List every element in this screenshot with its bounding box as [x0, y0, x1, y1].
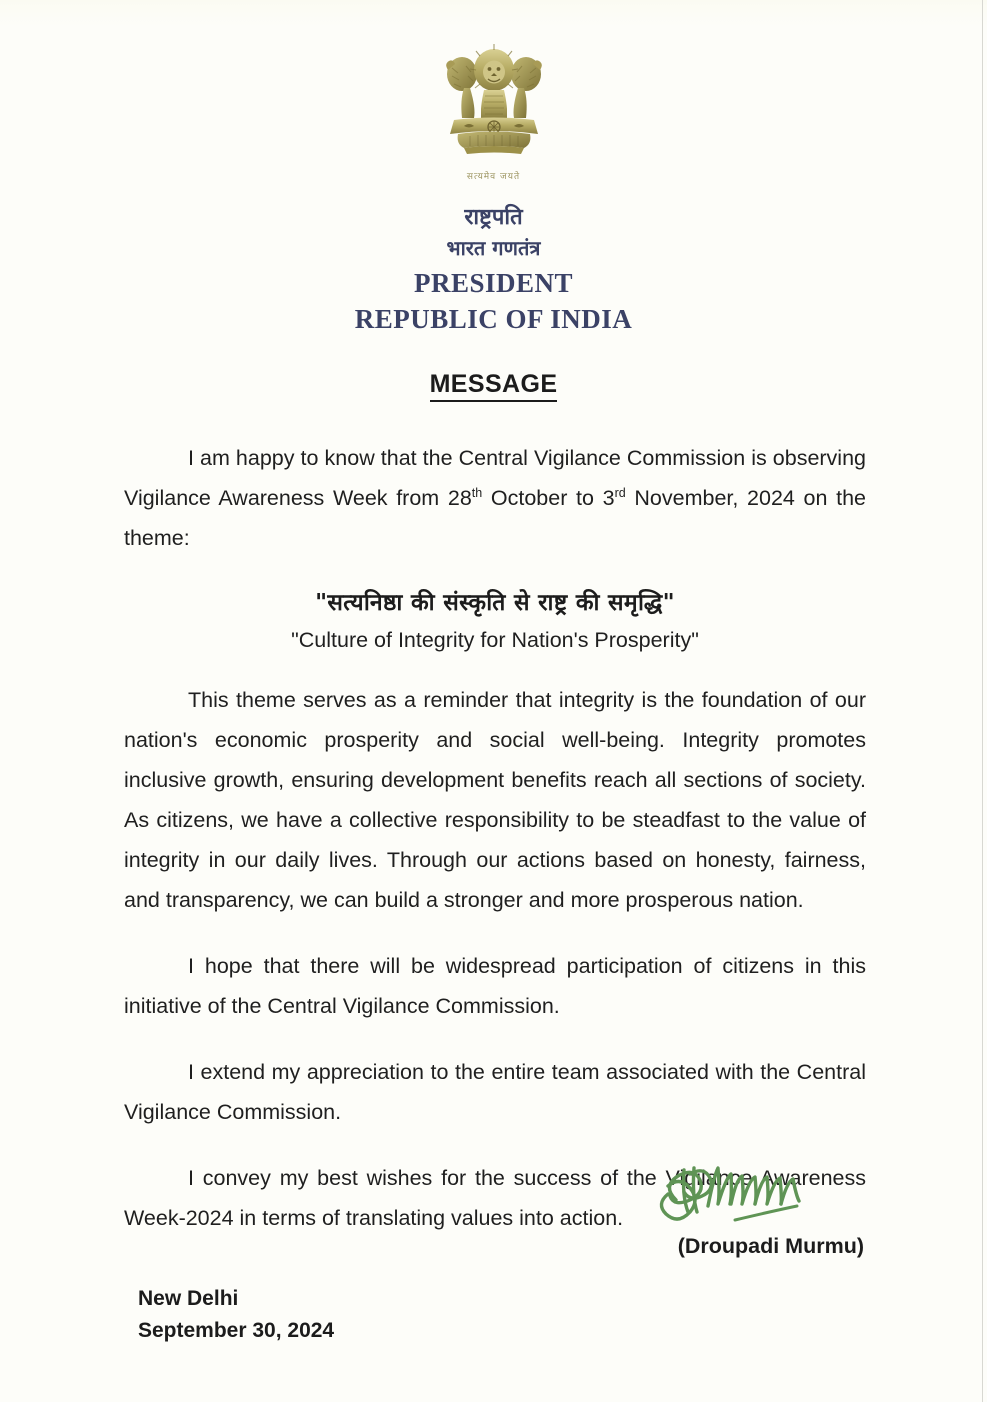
paragraph-1 — [124, 438, 866, 558]
signatory-name: (Droupadi Murmu) — [677, 1234, 864, 1258]
paragraph-3: I hope that there will be widespread participation of citizens in this initiative of the Central Vigilance Commission. — [124, 954, 866, 1018]
theme-english: "Culture of Integrity for Nation's Prosperity" — [291, 628, 699, 652]
signature-block — [124, 1160, 866, 1259]
scan-tint-top — [0, 0, 987, 26]
letterhead-english-line-1: PRESIDENT — [413, 268, 574, 298]
paragraph-1-part-b: October to 3 — [482, 486, 615, 510]
theme-block — [124, 584, 866, 658]
emblem-block — [0, 40, 987, 182]
paragraph-5: I convey my best wishes for the success of the Vigilance Awareness Week-2024 in terms of translating values into action. — [124, 1166, 866, 1230]
letterhead-english-line-2: REPUBLIC OF INDIA — [354, 304, 633, 334]
message-body — [124, 438, 866, 1238]
paragraph-1-part-c: November, 2024 on the theme: — [124, 486, 866, 550]
paragraph-1-ordinal-1: th — [471, 485, 483, 500]
letterhead-hindi-line-2: भारत गणतंत्र — [446, 236, 541, 260]
letterhead-hindi-line-1: राष्ट्रपति — [464, 205, 523, 230]
footer-place: New Delhi — [138, 1287, 239, 1310]
message-heading-text: MESSAGE — [430, 370, 558, 402]
paragraph-4: I extend my appreciation to the entire team associated with the Central Vigilance Commission. — [124, 1060, 866, 1124]
paragraph-2: This theme serves as a reminder that integrity is the foundation of our nation's economic prosperity and social well-being. Integrity promotes inclusive growth, ensuring development benefits reach all sections of society. As citizens, we have a collective responsibility to be steadfast to the value of integrity in our daily lives. Through our actions based on honesty, fairness, and transparency, we can build a stronger and more prosperous nation. — [124, 688, 866, 912]
footer-date: September 30, 2024 — [138, 1319, 335, 1342]
handwritten-signature-icon — [630, 1160, 860, 1232]
state-emblem-of-india-icon — [440, 40, 548, 180]
emblem-motto: सत्यमेव जयते — [466, 172, 521, 182]
theme-hindi: "सत्यनिष्ठा की संस्कृति से राष्ट्र की समृद्धि" — [315, 590, 675, 616]
message-heading — [0, 370, 987, 399]
paragraph-1-part-a: I am happy to know that the Central Vigilance Commission is observing Vigilance Awareness Week from 28 — [124, 446, 866, 510]
letterhead-title-block — [0, 203, 987, 337]
footer-block — [138, 1283, 334, 1347]
paragraph-1-ordinal-2: rd — [614, 485, 626, 500]
